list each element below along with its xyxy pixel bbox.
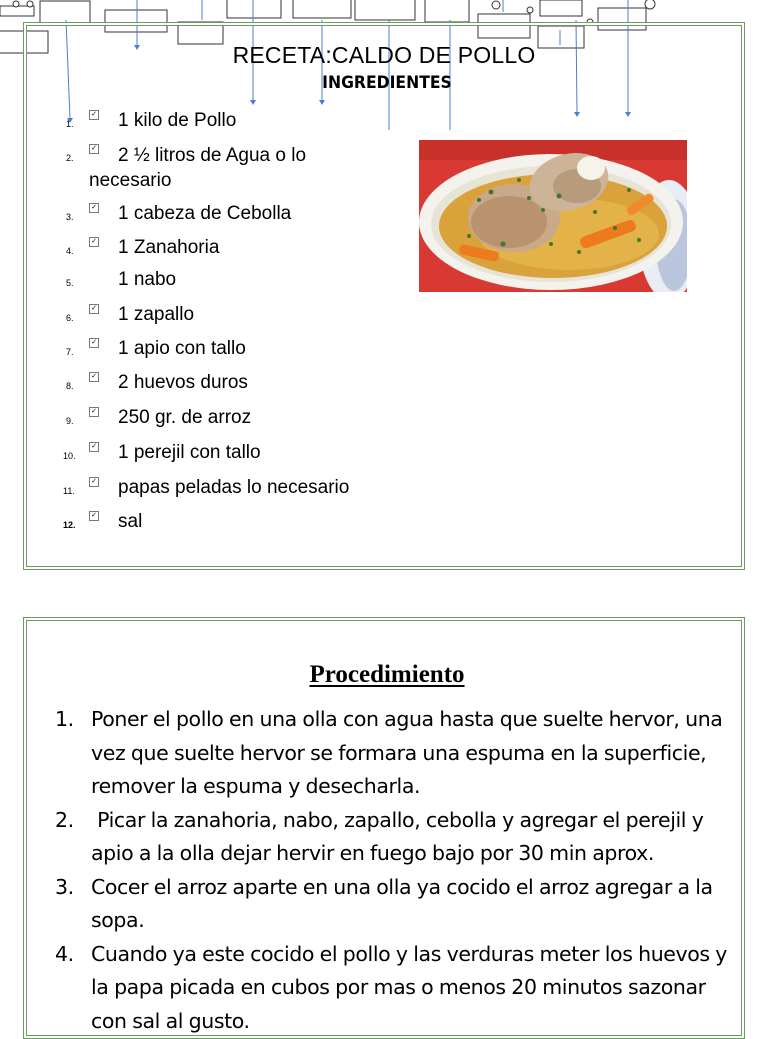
ingredient-text: 250 gr. de arroz	[118, 407, 252, 428]
checkbox-icon: ✓	[89, 304, 99, 314]
ingredient-text: 1 apio con tallo	[118, 338, 246, 359]
ingredients-heading: INGREDIENTES	[322, 73, 452, 93]
procedure-step	[55, 804, 745, 871]
soup-bowl-photo	[419, 140, 687, 292]
ingredient-text: 1 cabeza de Cebolla	[118, 203, 292, 224]
step-text: Cocer el arroz aparte en una olla ya cocido el arroz agregar a la sopa.	[91, 874, 713, 932]
ingredient-number: 9.	[66, 416, 74, 426]
checkbox-icon: ✓	[89, 511, 99, 521]
ingredient-number: 8.	[66, 381, 74, 391]
checkbox-icon: ✓	[89, 203, 99, 213]
ingredient-number: 6.	[66, 313, 74, 323]
ingredient-number: 12.	[63, 520, 76, 530]
step-text: Cuando ya este cocido el pollo y las verduras meter los huevos y la papa picada en cubos por mas o menos 20 minutos sazonar con sal al gusto.	[91, 941, 728, 1033]
ingredient-text: 1 perejil con tallo	[118, 442, 261, 463]
ingredient-number: 7.	[66, 347, 74, 357]
ingredient-number: 4.	[66, 246, 74, 256]
step-text: Picar la zanahoria, nabo, zapallo, cebolla y agregar el perejil y apio a la olla dejar hervir en fuego bajo por 30 min aprox.	[91, 807, 710, 865]
ingredient-text: 1 zapallo	[118, 304, 195, 325]
checkbox-icon: ✓	[89, 144, 99, 154]
ingredient-number: 5.	[66, 278, 74, 288]
checkbox-icon: ✓	[89, 237, 99, 247]
ingredient-number: 1.	[66, 119, 74, 129]
checkbox-icon: ✓	[89, 372, 99, 382]
ingredient-text: papas peladas lo necesario	[118, 477, 350, 498]
ingredient-number: 10.	[63, 451, 76, 461]
checkbox-icon: ✓	[89, 477, 99, 487]
ingredient-text: 2 huevos duros	[118, 372, 248, 393]
checkbox-icon: ✓	[89, 338, 99, 348]
procedure-step	[55, 871, 745, 938]
checkbox-icon: ✓	[89, 110, 99, 120]
step-number: 4.	[55, 941, 74, 966]
step-number: 3.	[55, 874, 74, 899]
ingredient-text: 1 nabo	[118, 269, 177, 290]
ingredient-text: 2 ½ litros de Agua o lo necesario	[89, 145, 307, 191]
checkbox-icon: ✓	[89, 442, 99, 452]
ingredient-text: 1 Zanahoria	[118, 237, 220, 258]
step-text: Poner el pollo en una olla con agua hasta que suelte hervor, una vez que suelte hervor se formara una espuma en la superficie, remover la espuma y desecharla.	[91, 707, 723, 798]
checkbox-icon: ✓	[89, 407, 99, 417]
ingredient-text: 1 kilo de Pollo	[118, 110, 237, 131]
procedure-step	[55, 938, 745, 1039]
procedure-steps	[55, 703, 745, 1038]
step-number: 2.	[55, 807, 74, 832]
recipe-title: RECETA:CALDO DE POLLO	[232, 42, 536, 68]
ingredient-number: 11.	[63, 486, 75, 496]
procedure-step	[55, 703, 745, 804]
step-number: 1.	[55, 707, 74, 731]
ingredient-text: sal	[118, 511, 143, 532]
ingredient-number: 2.	[66, 153, 74, 163]
ingredient-number: 3.	[66, 212, 74, 222]
procedure-heading: Procedimiento	[309, 661, 465, 688]
